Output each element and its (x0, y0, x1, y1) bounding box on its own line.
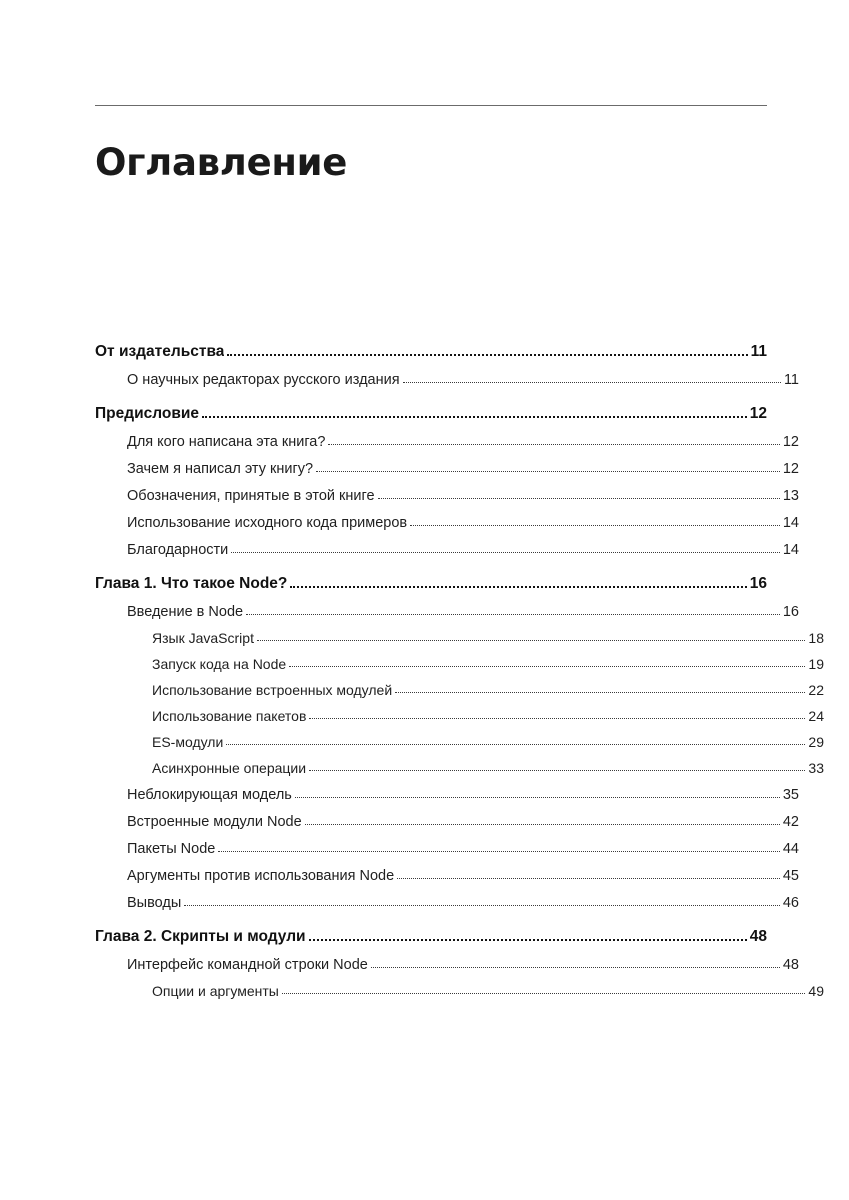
toc-entry-title: Предисловие (95, 405, 200, 422)
toc-leader-dots (309, 718, 805, 719)
toc-entry-page-number: 14 (782, 515, 799, 531)
toc-entry-title: Асинхронные операции (152, 760, 307, 776)
toc-entry-page-number: 46 (782, 895, 799, 911)
toc-entry[interactable] (95, 372, 799, 388)
toc-entry-title: Язык JavaScript (152, 630, 254, 646)
toc-entry[interactable] (95, 983, 824, 999)
toc-entry-title: Использование исходного кода примеров (127, 515, 408, 531)
toc-entry-title: Глава 1. Что такое Node? (95, 575, 288, 592)
toc-leader-dots (218, 851, 780, 852)
toc-leader-dots (231, 552, 780, 553)
toc-entry-title: От издательства (95, 343, 225, 360)
toc-entry-page-number: 12 (782, 461, 799, 477)
toc-leader-dots (290, 586, 746, 588)
toc-entry[interactable] (95, 682, 824, 698)
toc-entry-page-number: 33 (808, 760, 824, 776)
toc-entry[interactable] (95, 630, 824, 646)
toc-entry-title: Введение в Node (127, 604, 244, 620)
toc-leader-dots (305, 824, 780, 825)
toc-entry-page-number: 16 (749, 575, 767, 592)
toc-entry[interactable] (95, 868, 799, 884)
toc-entry[interactable] (95, 461, 799, 477)
toc-entry[interactable] (95, 542, 799, 558)
toc-leader-dots (328, 444, 779, 445)
toc-entry-title: Интерфейс командной строки Node (127, 957, 368, 973)
toc-entry-page-number: 18 (808, 630, 824, 646)
toc-entry[interactable] (95, 841, 799, 857)
toc-entry-title: Обозначения, принятые в этой книге (127, 488, 375, 504)
toc-entry[interactable] (95, 604, 799, 620)
header-rule (95, 105, 767, 106)
toc-entry-title: Зачем я написал эту книгу? (127, 461, 314, 477)
toc-leader-dots (282, 993, 806, 994)
toc-entry-page-number: 29 (808, 734, 824, 750)
toc-entry-page-number: 48 (782, 957, 799, 973)
toc-leader-dots (371, 967, 780, 968)
toc-entry[interactable] (95, 488, 799, 504)
toc-entry-title: О научных редакторах русского издания (127, 372, 400, 388)
toc-entry-page-number: 19 (808, 656, 824, 672)
toc-entry-page-number: 16 (782, 604, 799, 620)
toc-leader-dots (397, 878, 780, 879)
toc-entry[interactable] (95, 343, 767, 361)
toc-leader-dots (184, 905, 780, 906)
toc-leader-dots (246, 614, 780, 615)
toc-entry-page-number: 45 (782, 868, 799, 884)
toc-leader-dots (309, 770, 805, 771)
toc-entry-page-number: 24 (808, 708, 824, 724)
toc-entry[interactable] (95, 575, 767, 593)
toc-entry[interactable] (95, 787, 799, 803)
toc-leader-dots (378, 498, 780, 499)
toc-entry-title: Неблокирующая модель (127, 787, 292, 803)
toc-entry[interactable] (95, 405, 767, 423)
toc-entry-title: Для кого написана эта книга? (127, 434, 326, 450)
toc-leader-dots (202, 416, 747, 418)
toc-entry-page-number: 22 (808, 682, 824, 698)
toc-entry-page-number: 35 (782, 787, 799, 803)
toc-entry-title: ES-модули (152, 734, 224, 750)
table-of-contents (95, 343, 824, 999)
toc-leader-dots (410, 525, 780, 526)
toc-entry[interactable] (95, 957, 799, 973)
toc-entry-title: Выводы (127, 895, 182, 911)
toc-entry-page-number: 12 (749, 405, 767, 422)
toc-entry-page-number: 48 (749, 928, 767, 945)
toc-entry-title: Аргументы против использования Node (127, 868, 395, 884)
toc-leader-dots (403, 382, 781, 383)
toc-entry-title: Встроенные модули Node (127, 814, 302, 830)
toc-entry-title: Глава 2. Скрипты и модули (95, 928, 306, 945)
page-title: Оглавление (95, 140, 348, 184)
toc-entry[interactable] (95, 434, 799, 450)
toc-entry-page-number: 11 (750, 343, 767, 360)
toc-entry-page-number: 12 (782, 434, 799, 450)
toc-entry[interactable] (95, 656, 824, 672)
toc-leader-dots (227, 354, 747, 356)
toc-entry-title: Опции и аргументы (152, 983, 279, 999)
toc-leader-dots (316, 471, 780, 472)
toc-leader-dots (309, 939, 747, 941)
toc-entry[interactable] (95, 928, 767, 946)
toc-entry-title: Использование пакетов (152, 708, 307, 724)
toc-entry-title: Благодарности (127, 542, 229, 558)
toc-leader-dots (226, 744, 805, 745)
toc-entry-title: Использование встроенных модулей (152, 682, 393, 698)
toc-entry-page-number: 14 (782, 542, 799, 558)
toc-entry-page-number: 42 (782, 814, 799, 830)
toc-leader-dots (395, 692, 805, 693)
toc-entry[interactable] (95, 760, 824, 776)
toc-entry-page-number: 49 (808, 983, 824, 999)
toc-entry[interactable] (95, 708, 824, 724)
toc-entry[interactable] (95, 515, 799, 531)
toc-leader-dots (295, 797, 780, 798)
toc-leader-dots (289, 666, 805, 667)
toc-leader-dots (257, 640, 805, 641)
toc-entry[interactable] (95, 895, 799, 911)
toc-entry-page-number: 13 (782, 488, 799, 504)
toc-entry-title: Пакеты Node (127, 841, 216, 857)
toc-entry-page-number: 11 (783, 372, 799, 388)
toc-entry[interactable] (95, 734, 824, 750)
toc-entry[interactable] (95, 814, 799, 830)
toc-entry-title: Запуск кода на Node (152, 656, 287, 672)
toc-entry-page-number: 44 (782, 841, 799, 857)
